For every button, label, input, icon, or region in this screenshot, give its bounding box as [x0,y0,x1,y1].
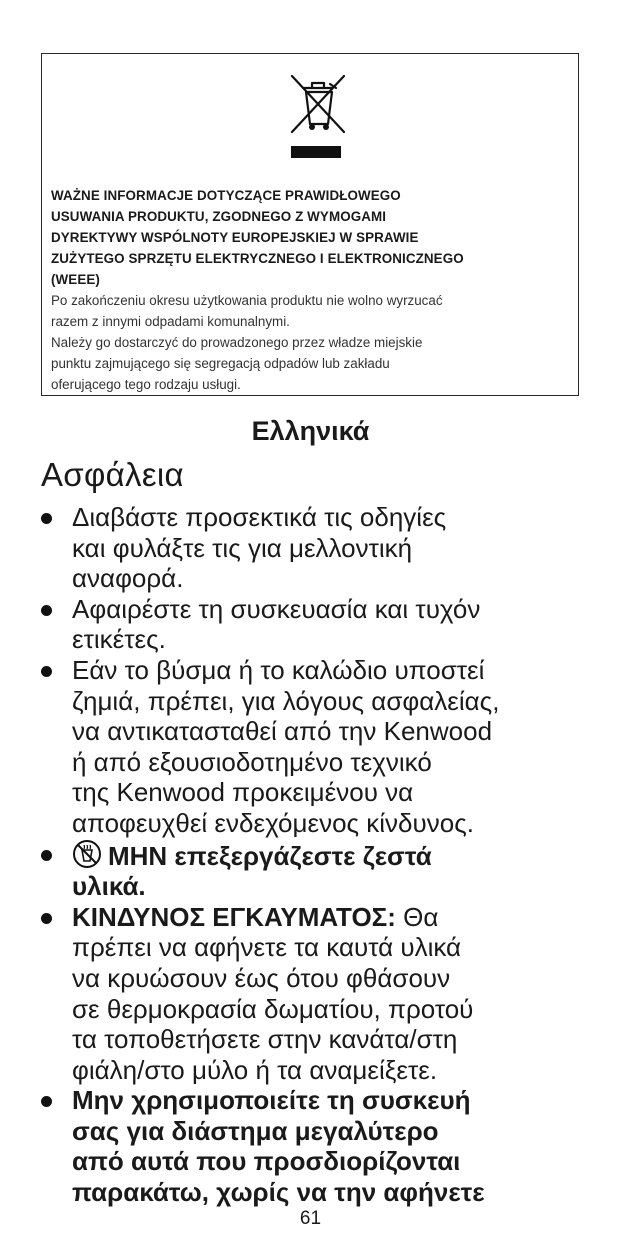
bullet-line: σε θερμοκρασία δωματίου, προτού [72,993,474,1024]
bullet-dot [41,850,52,861]
bullet-line: της Kenwood προκειμένου να [72,777,414,808]
bullet-line: τα τοποθετήσετε στην κανάτα/στη [72,1024,458,1055]
weee-heading-line: USUWANIA PRODUKTU, ZGODNEGO Z WYMOGAMI [51,209,387,224]
weee-body-line: oferującego tego rodzaju usługi. [51,377,241,392]
weee-text [51,185,571,395]
weee-body-line: punktu zajmującego się segregacją odpadów lub zakładu [51,356,390,371]
bullet-line [72,902,601,933]
bullet-line: υλικά. [72,871,146,902]
bullet-dot [41,605,52,616]
safety-bullet-list [41,502,601,1208]
bullet-line: αναφορά. [72,563,184,594]
bullet-line: Διαβάστε προσεκτικά τις οδηγίες [72,502,447,532]
bullet-dot [41,913,52,924]
bullet-item [41,839,601,902]
crossed-out-wheelie-bin-icon [286,72,350,136]
bullet-line: ζημιά, πρέπει, για λόγους ασφαλείας, [72,685,500,716]
weee-black-bar [291,146,341,158]
no-hot-liquids-icon [72,839,102,869]
section-title: Ασφάλεια [41,456,184,493]
weee-body-line: Należy go dostarczyć do prowadzonego przez władze miejskie [51,335,423,350]
bullet-text: Θα [395,901,439,932]
bullet-line: από αυτά που προσδιορίζονται [72,1146,461,1177]
bullet-item [41,655,601,839]
bullet-line: ή από εξουσιοδοτημένο τεχνικό [72,746,432,777]
page-number: 61 [299,1208,322,1229]
bullet-item [41,902,601,1086]
bullet-line: και φυλάξτε τις για μελλοντική [72,532,413,563]
weee-heading [51,185,571,290]
weee-heading-line: ZUŻYTEGO SPRZĘTU ELEKTRYCZNEGO I ELEKTRONICZNEGO [51,251,464,266]
bullet-line: να αντικατασταθεί από την Kenwood [72,716,493,747]
weee-body [51,290,571,395]
weee-heading-line: (WEEE) [51,272,100,287]
bullet-line: πρέπει να αφήνετε τα καυτά υλικά [72,932,462,963]
language-title: Ελληνικά [251,416,370,446]
bullet-line: Αφαιρέστε τη συσκευασία και τυχόν [72,593,481,624]
bullet-line: Μην χρησιμοποιείτε τη συσκευή [72,1085,471,1116]
bullet-item [41,502,601,594]
bullet-dot [41,666,52,677]
weee-notice-box [41,53,579,396]
bullet-line: παρακάτω, χωρίς να την αφήνετε [72,1177,485,1208]
bullet-line: φιάλη/στο μύλο ή τα αναμείξετε. [72,1054,438,1085]
bullet-item [41,1085,601,1207]
bullet-line: ετικέτες. [72,624,166,655]
bullet-line: σας για διάστημα μεγαλύτερο [72,1115,439,1146]
bullet-bold-text: ΜΗΝ επεξεργάζεστε ζεστά [108,840,432,871]
weee-body-line: razem z innymi odpadami komunalnymi. [51,314,290,329]
burn-hazard-label: ΚΙΝΔΥΝΟΣ ΕΓΚΑΥΜΑΤΟΣ: [72,901,396,932]
weee-body-line: Po zakończeniu okresu użytkowania produktu nie wolno wyrzucać [51,293,443,308]
bullet-line: αποφευχθεί ενδεχόμενος κίνδυνος. [72,807,474,838]
bullet-dot [41,1096,52,1107]
bullet-dot [41,513,52,524]
bullet-line-with-icon [72,839,601,872]
bullet-line: Εάν το βύσμα ή το καλώδιο υποστεί [72,654,485,685]
bullet-line: να κρυώσουν έως ότου φθάσουν [72,962,451,993]
bullet-item [41,594,601,655]
weee-heading-line: WAŻNE INFORMACJE DOTYCZĄCE PRAWIDŁOWEGO [51,188,401,203]
weee-heading-line: DYREKTYWY WSPÓLNOTY EUROPEJSKIEJ W SPRAWIE [51,230,419,245]
